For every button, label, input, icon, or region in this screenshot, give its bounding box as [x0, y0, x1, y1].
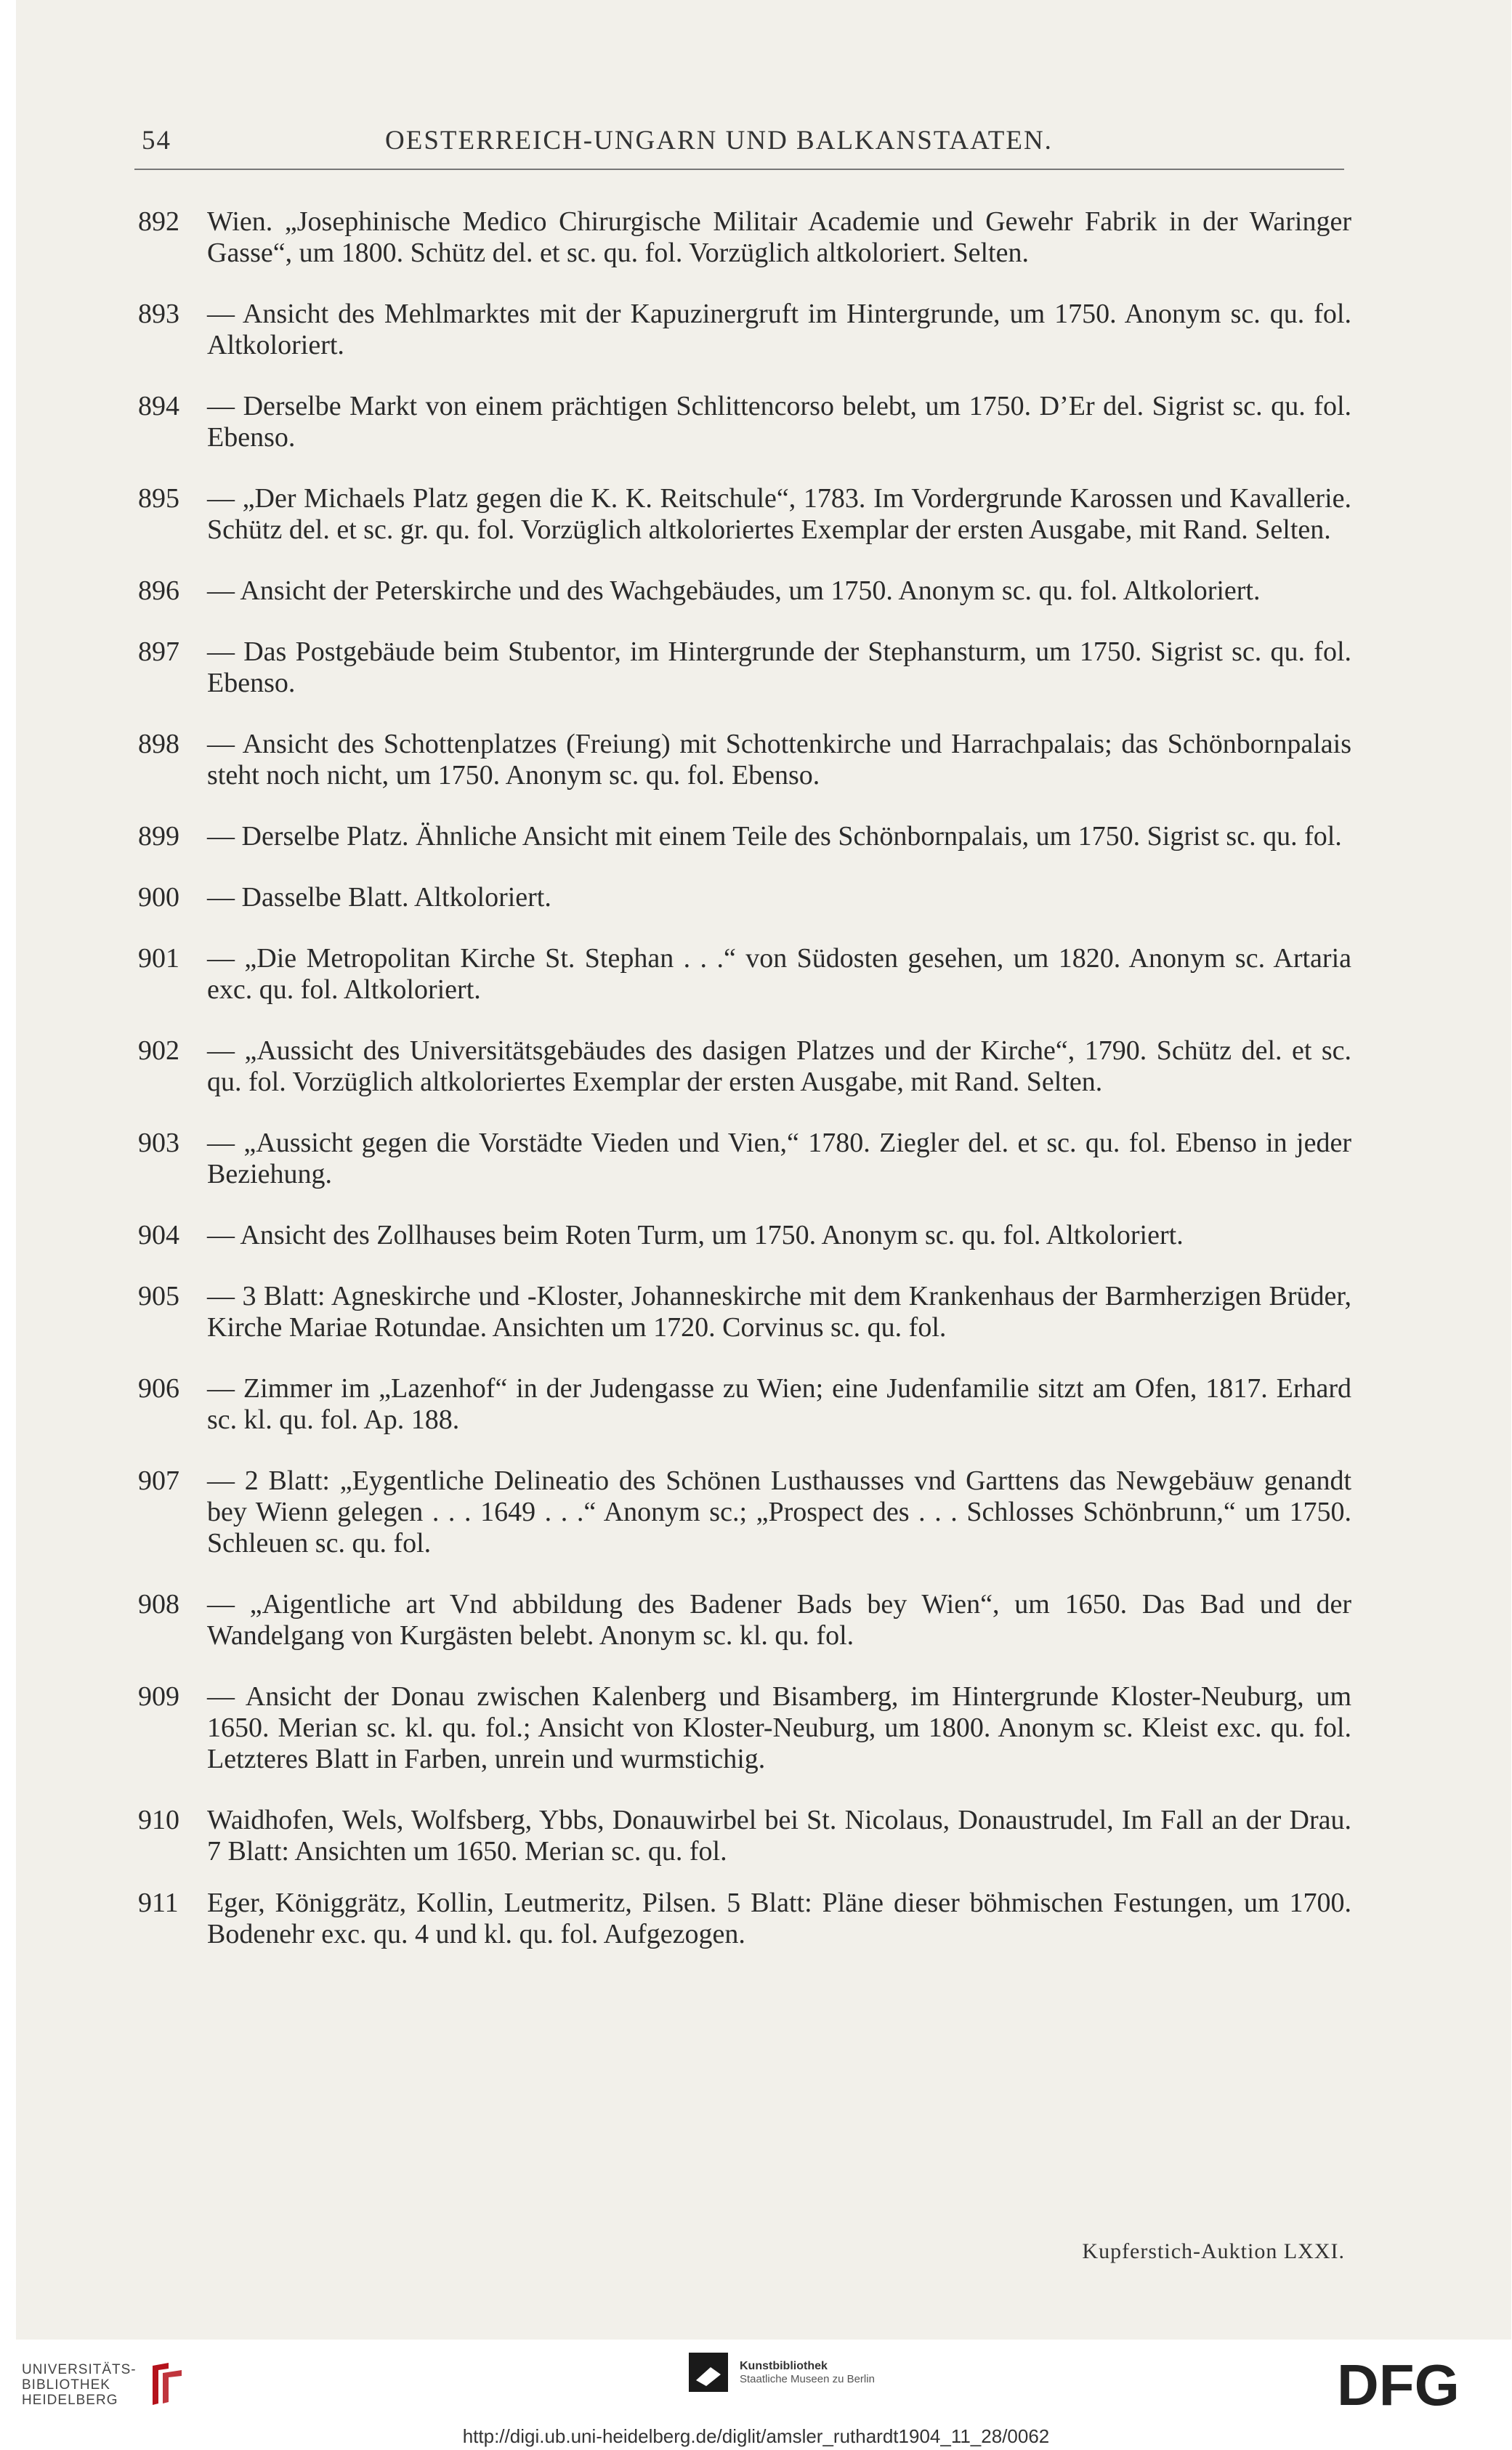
catalog-entry	[138, 483, 1351, 546]
catalog-entry	[138, 943, 1351, 1006]
catalog-entry	[138, 1373, 1351, 1436]
catalog-entry	[138, 821, 1351, 852]
catalog-entry	[138, 1465, 1351, 1559]
entry-number: 903	[138, 1128, 179, 1158]
entry-text: — „Der Michaels Platz gegen die K. K. Reitschule“, 1783. Im Vordergrunde Karossen und Kavallerie. Schütz del. et sc. gr. qu. fol. Vorzüglich altkoloriertes Exemplar der ersten Ausgabe, mit Rand. Selten.	[207, 483, 1351, 545]
university-line: BIBLIOTHEK	[22, 2377, 110, 2393]
entry-number: 908	[138, 1589, 179, 1620]
catalog-entry	[138, 636, 1351, 699]
footer-note: Kupferstich-Auktion LXXI.	[1082, 2239, 1345, 2263]
entry-text: — Dasselbe Blatt. Altkoloriert.	[207, 882, 551, 913]
kunstbibliothek-logo[interactable]	[689, 2353, 875, 2392]
entry-text: — Zimmer im „Lazenhof“ in der Judengasse zu Wien; eine Judenfamilie sitzt am Ofen, 1817. Erhard sc. kl. qu. fol. Ap. 188.	[207, 1373, 1351, 1435]
entry-text: — 2 Blatt: „Eygentliche Delineatio des Schönen Lusthausses vnd Garttens das Newgebäuw genandt bey Wienn gelegen . . . 1649 . . .“ Anonym sc.; „Prospect des . . . Schlosses Schönbrunn,“ um 1750. Schleuen sc. qu. fol.	[207, 1465, 1351, 1558]
university-name	[22, 2362, 137, 2408]
entry-number: 905	[138, 1281, 179, 1311]
entry-text: — Ansicht der Peterskirche und des Wachgebäudes, um 1750. Anonym sc. qu. fol. Altkoloriert.	[207, 575, 1261, 606]
university-line: HEIDELBERG	[22, 2392, 118, 2408]
catalog-entry	[138, 575, 1351, 607]
entry-number: 897	[138, 636, 179, 667]
permalink-url[interactable]: http://digi.ub.uni-heidelberg.de/diglit/amsler_ruthardt1904_11_28/0062	[462, 2425, 1050, 2447]
entry-number: 894	[138, 391, 179, 421]
catalog-entry	[138, 391, 1351, 453]
entry-text: — Ansicht der Donau zwischen Kalenberg und Bisamberg, im Hintergrunde Kloster-Neuburg, um 1650. Merian sc. kl. qu. fol.; Ansicht von Kloster-Neuburg, um 1800. Anonym sc. Kleist exc. qu. fol. Letzteres Blatt in Farben, unrein und wurmstichig.	[207, 1681, 1351, 1774]
entry-number: 909	[138, 1681, 179, 1712]
catalog-entry	[138, 729, 1351, 791]
entry-number: 906	[138, 1373, 179, 1404]
page-number: 54	[142, 126, 171, 155]
university-line: UNIVERSITÄTS-	[22, 2361, 137, 2377]
catalog-entry	[138, 1281, 1351, 1343]
heidelberg-logo[interactable]	[22, 2361, 187, 2408]
entry-number: 911	[138, 1888, 179, 1918]
catalog-entries	[138, 206, 1351, 1980]
entry-number: 901	[138, 943, 179, 974]
entry-text: — „Aigentliche art Vnd abbildung des Badener Bads bey Wien“, um 1650. Das Bad und der Wandelgang von Kurgästen belebt. Anonym sc. kl. qu. fol.	[207, 1589, 1351, 1651]
entry-text: — Derselbe Markt von einem prächtigen Schlittencorso belebt, um 1750. D’Er del. Sigrist sc. qu. fol. Ebenso.	[207, 391, 1351, 453]
entry-number: 902	[138, 1035, 179, 1066]
catalog-entry	[138, 1035, 1351, 1098]
entry-number: 907	[138, 1465, 179, 1496]
entry-number: 893	[138, 299, 179, 329]
catalog-entry	[138, 882, 1351, 913]
kunstbibliothek-emblem-icon	[689, 2353, 728, 2392]
entry-text: — 3 Blatt: Agneskirche und -Kloster, Johanneskirche mit dem Krankenhaus der Barmherzigen Brüder, Kirche Mariae Rotundae. Ansichten um 1720. Corvinus sc. qu. fol.	[207, 1281, 1351, 1343]
entry-number: 892	[138, 206, 179, 237]
entry-number: 910	[138, 1805, 179, 1835]
entry-number: 895	[138, 483, 179, 514]
entry-text: Wien. „Josephinische Medico Chirurgische Militair Academie und Gewehr Fabrik in der Waringer Gasse“, um 1800. Schütz del. et sc. qu. fol. Vorzüglich altkoloriert. Selten.	[207, 206, 1351, 268]
funder-label: DFG	[1337, 2358, 1460, 2411]
entry-text: Eger, Königgrätz, Kollin, Leutmeritz, Pilsen. 5 Blatt: Pläne dieser böhmischen Festungen, um 1700. Bodenehr exc. qu. 4 und kl. qu. fol. Aufgezogen.	[207, 1888, 1351, 1949]
entry-number: 900	[138, 882, 179, 913]
kunstbibliothek-name: Kunstbibliothek	[740, 2359, 828, 2372]
page-header	[142, 125, 1348, 169]
kunstbibliothek-subtitle: Staatliche Museen zu Berlin	[740, 2372, 875, 2385]
entry-number: 904	[138, 1220, 179, 1250]
entry-text: — „Aussicht gegen die Vorstädte Vieden und Vien,“ 1780. Ziegler del. et sc. qu. fol. Ebenso in jeder Beziehung.	[207, 1128, 1351, 1189]
entry-number: 898	[138, 729, 179, 759]
catalog-entry	[138, 1681, 1351, 1775]
entry-text: — Derselbe Platz. Ähnliche Ansicht mit einem Teile des Schönbornpalais, um 1750. Sigrist sc. qu. fol.	[207, 821, 1342, 852]
entry-text: — Ansicht des Zollhauses beim Roten Turm, um 1750. Anonym sc. qu. fol. Altkoloriert.	[207, 1220, 1184, 1250]
catalog-entry	[138, 1805, 1351, 1867]
catalog-entry	[138, 1589, 1351, 1651]
entry-number: 899	[138, 821, 179, 852]
dfg-logo-icon	[1337, 2358, 1489, 2411]
catalog-entry	[138, 299, 1351, 361]
entry-text: — „Aussicht des Universitätsgebäudes des dasigen Platzes und der Kirche“, 1790. Schütz del. et sc. qu. fol. Vorzüglich altkoloriertes Exemplar der ersten Ausgabe, mit Rand. Selten.	[207, 1035, 1351, 1097]
catalog-entry	[138, 206, 1351, 269]
dfg-logo[interactable]	[1337, 2358, 1489, 2414]
running-title: OESTERREICH-UNGARN UND BALKANSTAATEN.	[385, 126, 1053, 155]
header-rule	[134, 169, 1344, 170]
catalog-entry	[138, 1220, 1351, 1251]
entry-text: — Das Postgebäude beim Stubentor, im Hintergrunde der Stephansturm, um 1750. Sigrist sc. qu. fol. Ebenso.	[207, 636, 1351, 698]
entry-text: — Ansicht des Mehlmarktes mit der Kapuzinergruft im Hintergrunde, um 1750. Anonym sc. qu. fol. Altkoloriert.	[207, 299, 1351, 360]
catalog-entry	[138, 1888, 1351, 1950]
entry-text: Waidhofen, Wels, Wolfsberg, Ybbs, Donauwirbel bei St. Nicolaus, Donaustrudel, Im Fall an der Drau. 7 Blatt: Ansichten um 1650. Merian sc. qu. fol.	[207, 1805, 1351, 1867]
heidelberg-emblem-icon	[147, 2361, 187, 2408]
entry-text: — „Die Metropolitan Kirche St. Stephan . . .“ von Südosten gesehen, um 1820. Anonym sc. Artaria exc. qu. fol. Altkoloriert.	[207, 943, 1351, 1005]
catalog-entry	[138, 1128, 1351, 1190]
entry-text: — Ansicht des Schottenplatzes (Freiung) mit Schottenkirche und Harrachpalais; das Schönbornpalais steht noch nicht, um 1750. Anonym sc. qu. fol. Ebenso.	[207, 729, 1351, 791]
entry-number: 896	[138, 575, 179, 606]
